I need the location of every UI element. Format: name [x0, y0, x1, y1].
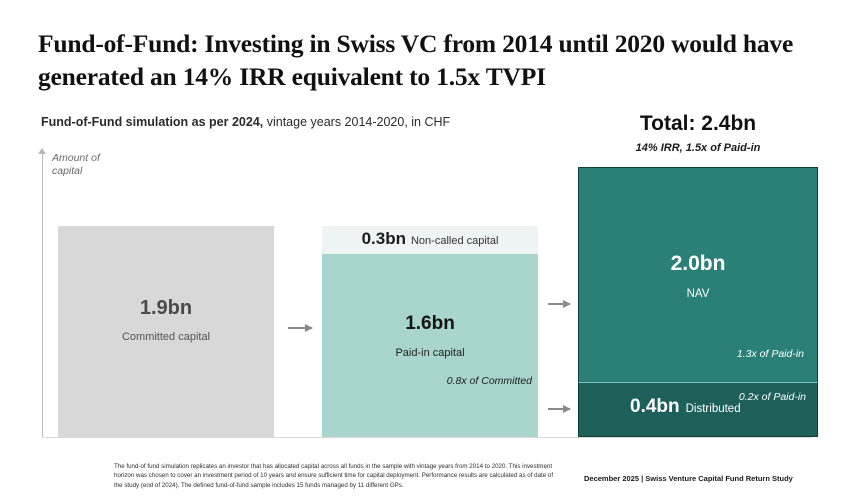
chart-subtitle-rest: vintage years 2014-2020, in CHF: [263, 115, 451, 129]
bar-nav-label: [578, 252, 818, 300]
paid-in-ratio-note: 0.8x of Committed: [446, 375, 532, 387]
chart-subtitle-bold: Fund-of-Fund simulation as per 2024,: [41, 115, 264, 129]
source-line: December 2025 | Swiss Venture Capital Fund Return Study: [584, 474, 793, 483]
distributed-value: 0.4bn: [630, 396, 680, 417]
y-axis-label: Amount of capital: [52, 152, 100, 178]
non-called-value: 0.3bn: [361, 229, 406, 248]
chart-subtitle: [41, 115, 450, 129]
distributed-label: Distributed: [685, 403, 741, 415]
paid-in-value: 1.6bn: [405, 313, 455, 334]
y-axis-line: [42, 152, 43, 437]
arrow-committed-to-paidin-icon: [288, 327, 312, 329]
committed-label: Committed capital: [121, 331, 211, 343]
nav-label: NAV: [686, 288, 710, 300]
x-axis-baseline: [42, 437, 812, 438]
non-called-label: Non-called capital: [410, 235, 499, 247]
total-block: [578, 112, 818, 154]
total-value: Total: 2.4bn: [639, 112, 757, 135]
page-title: Fund-of-Fund: Investing in Swiss VC from 2014 until 2020 would have generated an 14% IRR equivalent to 1.5x TVPI: [38, 29, 794, 91]
arrow-paidin-to-distributed-icon: [548, 408, 570, 410]
total-subnote: 14% IRR, 1.5x of Paid-in: [635, 142, 761, 154]
nav-ratio-note: 1.3x of Paid-in: [736, 348, 804, 360]
distributed-ratio-note: 0.2x of Paid-in: [738, 391, 806, 403]
bar-paid-in-capital-label: [322, 313, 538, 359]
arrow-paidin-to-nav-icon: [548, 303, 570, 305]
nav-value: 2.0bn: [670, 252, 726, 275]
committed-value: 1.9bn: [139, 297, 193, 319]
paid-in-label: Paid-in capital: [395, 347, 465, 359]
bar-non-called-capital-label: [322, 229, 538, 249]
bar-committed-capital-label: [58, 297, 274, 343]
footnote: The fund-of fund simulation replicates an investor that has allocated capital across all funds in the sample with vintage years from 2014 to 2020. This investment horizon was chosen to cover an investment period of 10 years and ensure sufficient time for capital deployment. Performance results are calculated as of date of the study (end of 2024). The defined fund-of-fund sample includes 15 funds managed by 11 different GPs.: [114, 463, 554, 489]
